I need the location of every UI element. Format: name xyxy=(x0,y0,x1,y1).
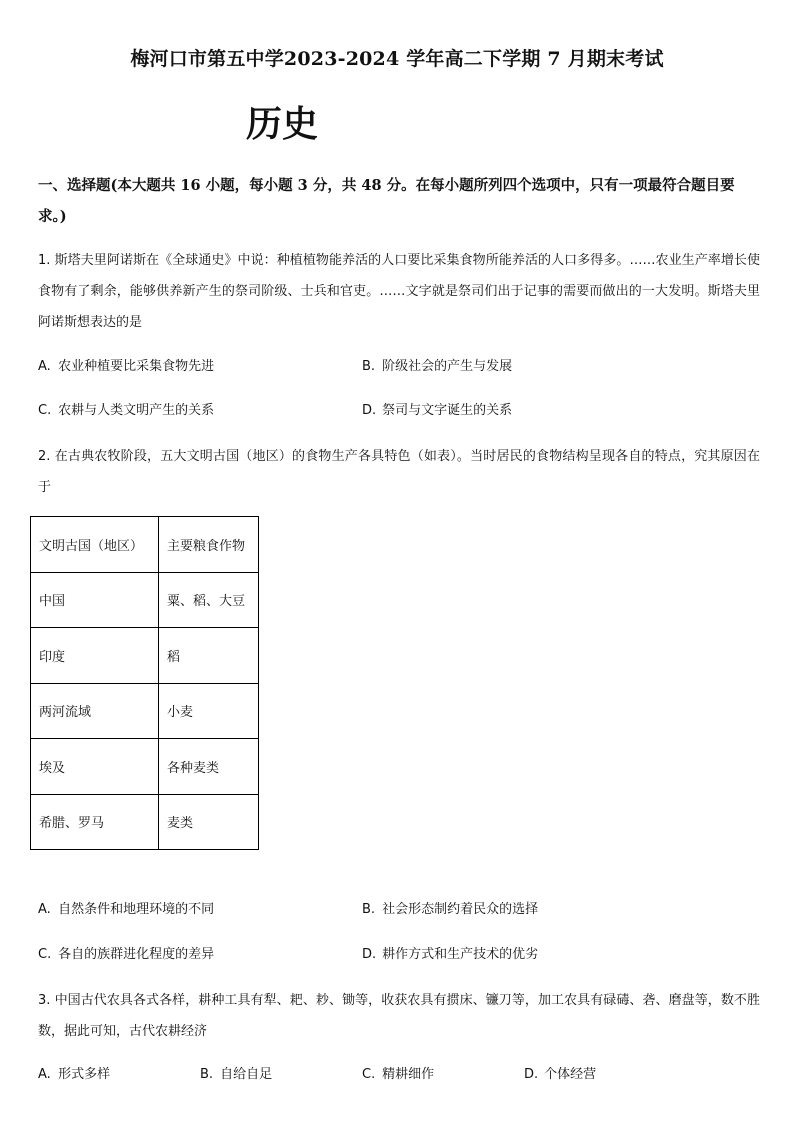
option-label: A. xyxy=(38,902,51,917)
option-label: D. xyxy=(362,403,377,418)
subject-title: 历史 xyxy=(246,103,319,145)
option-text: 精耕细作 xyxy=(382,1067,435,1082)
q3-option-a xyxy=(38,1065,110,1085)
q3-option-b xyxy=(200,1065,272,1085)
option-label: A. xyxy=(38,1067,51,1082)
q1-option-a xyxy=(38,357,214,377)
q2-option-c xyxy=(38,945,214,965)
q2-option-d xyxy=(362,945,538,965)
option-label: B. xyxy=(200,1067,214,1082)
q1-option-c xyxy=(38,401,214,421)
option-text: 祭司与文字诞生的关系 xyxy=(382,403,513,418)
option-label: D. xyxy=(524,1067,539,1082)
option-label: D. xyxy=(362,947,377,962)
option-text: 社会形态制约着民众的选择 xyxy=(382,902,539,917)
option-text: 自给自足 xyxy=(220,1067,273,1082)
option-text: 农业种植要比采集食物先进 xyxy=(58,359,215,374)
table-cell: 希腊、罗马 xyxy=(31,794,159,850)
crops-table xyxy=(30,516,259,850)
question-2-stem: 2. 在古典农牧阶段，五大文明古国（地区）的食物生产各具特色（如表）。当时居民的食物结构呈现各自的特点，究其原因在于 xyxy=(38,449,760,495)
table-row xyxy=(31,794,259,850)
option-text: 自然条件和地理环境的不同 xyxy=(58,902,215,917)
question-3-stem: 3. 中国古代农具各式各样，耕种工具有犁、耙、耖、锄等，收获农具有掼床、镰刀等，加工农具有碌碡、砻、磨盘等，数不胜数，据此可知，古代农耕经济 xyxy=(38,993,760,1039)
table-header-cell: 文明古国（地区） xyxy=(31,517,159,573)
option-text: 个体经营 xyxy=(544,1067,597,1082)
q1-option-b xyxy=(362,357,512,377)
table-cell: 粟、稻、大豆 xyxy=(159,572,259,628)
option-label: C. xyxy=(362,1067,376,1082)
table-header-row xyxy=(31,517,259,573)
table-cell: 各种麦类 xyxy=(159,739,259,795)
section-heading: 一、选择题(本大题共 16 小题，每小题 3 分，共 48 分。在每小题所列四个选项中，只有一项最符合题目要求。) xyxy=(38,177,735,225)
option-text: 各自的族群进化程度的差异 xyxy=(58,947,215,962)
q1-option-d xyxy=(362,401,512,421)
table-row xyxy=(31,628,259,684)
option-label: B. xyxy=(362,359,376,374)
option-label: B. xyxy=(362,902,376,917)
option-text: 形式多样 xyxy=(58,1067,111,1082)
option-text: 耕作方式和生产技术的优劣 xyxy=(382,947,539,962)
table-row xyxy=(31,683,259,739)
table-cell: 小麦 xyxy=(159,683,259,739)
option-label: A. xyxy=(38,359,51,374)
option-text: 阶级社会的产生与发展 xyxy=(382,359,513,374)
q3-option-c xyxy=(362,1065,434,1085)
exam-title: 梅河口市第五中学2023-2024 学年高二下学期 7 月期末考试 xyxy=(130,48,664,70)
table-row xyxy=(31,739,259,795)
table-cell: 印度 xyxy=(31,628,159,684)
table-cell: 中国 xyxy=(31,572,159,628)
question-1-stem: 1. 斯塔夫里阿诺斯在《全球通史》中说：种植植物能养活的人口要比采集食物所能养活的人口多得多。……农业生产率增长使食物有了剩余，能够供养新产生的祭司阶级、士兵和官吏。……文字就是祭司们出于记事的需要而做出的一大发明。斯塔夫里阿诺斯想表达的是 xyxy=(38,253,760,330)
option-label: C. xyxy=(38,403,52,418)
table-row xyxy=(31,572,259,628)
option-text: 农耕与人类文明产生的关系 xyxy=(58,403,215,418)
q3-option-d xyxy=(524,1065,596,1085)
table-cell: 稻 xyxy=(159,628,259,684)
q2-option-b xyxy=(362,900,538,920)
table-cell: 麦类 xyxy=(159,794,259,850)
table-cell: 两河流域 xyxy=(31,683,159,739)
table-header-cell: 主要粮食作物 xyxy=(159,517,259,573)
option-label: C. xyxy=(38,947,52,962)
table-cell: 埃及 xyxy=(31,739,159,795)
q2-option-a xyxy=(38,900,214,920)
